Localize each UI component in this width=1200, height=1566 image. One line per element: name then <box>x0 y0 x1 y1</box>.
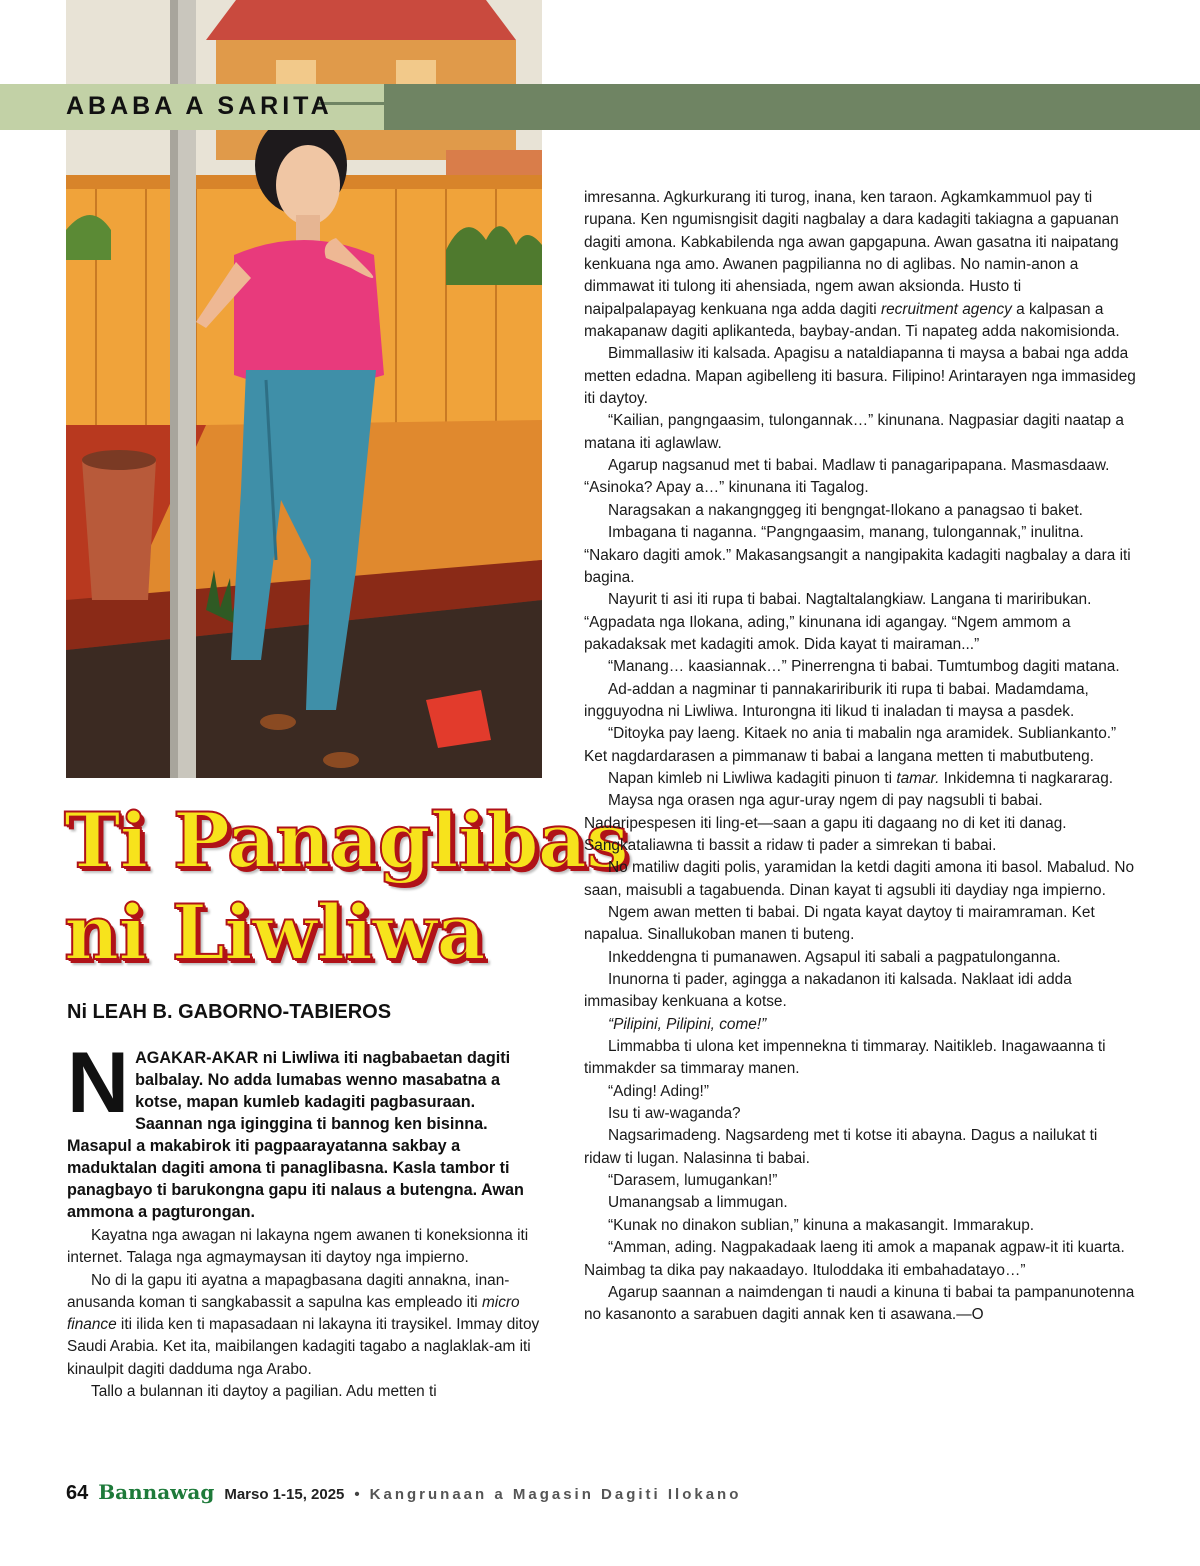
paragraph: “Kunak no dinakon sublian,” kinuna a makasangit. Immarakup. <box>608 1216 1035 1234</box>
paragraph: “Ading! Ading!” <box>608 1082 709 1100</box>
paragraph: Maysa nga orasen nga agur-uray ngem di pay nagsubli ti babai. Nadaripespesen iti ling-et—saan a gapu iti dagaang no di ket iti danag. Sangkataliawna ti bassit a ridaw ti pader a simrekan ti babai. <box>584 792 1067 854</box>
paragraph: “Manang… kaasiannak…” Pinerrengna ti babai. Tumtumbog dagiti matana. <box>608 658 1120 676</box>
paragraph: “Kailian, pangngaasim, tulongannak…” kinunana. Nagpasiar dagiti naatap a matana iti aglawlaw. <box>584 412 1124 452</box>
lead-paragraph <box>67 1035 545 1223</box>
paragraph: Umanangsab a limmugan. <box>608 1194 788 1212</box>
drop-cap: N <box>67 1035 130 1131</box>
paragraph: Naragsakan a nakangnggeg iti bengngat-Ilokano a panagsao ti baket. <box>608 501 1083 519</box>
paragraph: “Ditoyka pay laeng. Kitaek no ania ti mabalin nga aramidek. Subliankanto.” Ket nagdardarasen a pimmanaw ti babai a langana metten ti mabutbuteng. <box>584 725 1117 765</box>
body-column-right <box>584 187 1136 1327</box>
story-title <box>64 795 628 979</box>
magazine-name: Bannawag <box>98 1480 215 1504</box>
paragraph: Inkeddengna ti pumanawen. Agsapul iti sabali a pagpatulonganna. <box>608 948 1061 966</box>
paragraph: “Amman, ading. Nagpakadaak laeng iti amok a mapanak agpaw-it iti kuarta. Naimbag ta dika pay nakaadayo. Ituloddaka iti embahadatayo…” <box>584 1239 1125 1279</box>
paragraph: Napan kimleb ni Liwliwa kadagiti pinuon ti tamar. Inkidemna ti nagkararag. <box>608 769 1114 787</box>
lead-text: AGAKAR-AKAR ni Liwliwa iti nagbabaetan dagiti balbalay. No adda lumabas wenno masabatna a kotse, mapan kumleb kadagiti pagbasuraan. Saannan nga iginggina ti bannog ken bisinna. Masapul a makabirok iti pagpaarayatanna sakbay a maduktalan dagiti amona ti panaglibasna. Kasla tambor ti panagbayo ti barukongna gapu iti nalaus a butengna. Awan ammona a pagturongan. <box>67 1049 524 1221</box>
paragraph: Ngem awan metten ti babai. Di ngata kayat daytoy ti mairamraman. Ket napalua. Sinallukoban manen ti buteng. <box>584 904 1095 944</box>
paragraph: Imbagana ti naganna. “Pangngaasim, manang, tulongannak,” inulitna. “Nakaro dagiti amok.” Makasangsangit a nangipakita kadagiti nagbalay a dara iti bagina. <box>584 524 1131 586</box>
section-label: ABABA A SARITA <box>66 92 333 120</box>
paragraph: Isu ti aw-waganda? <box>608 1105 741 1123</box>
issue-date: Marso 1-15, 2025 <box>224 1486 345 1503</box>
paragraph: Agarup nagsanud met ti babai. Madlaw ti panagaripapana. Masmasdaaw. “Asinoka? Apay a…” kinunana iti Tagalog. <box>584 457 1110 497</box>
magazine-tagline: Kangrunaan a Magasin Dagiti Ilokano <box>369 1486 742 1503</box>
page-number: 64 <box>66 1482 89 1504</box>
paragraph: Agarup saannan a naimdengan ti naudi a kinuna ti babai ta pampanunotenna no kasanonto a sarabuen dagiti annak ken ti asawana.—O <box>584 1283 1135 1324</box>
paragraph: Inunorna ti pader, agingga a nakadanon iti kalsada. Naklaat idi adda immasibay kenkuana a kotse. <box>584 971 1072 1011</box>
paragraph: “Darasem, lumugankan!” <box>608 1172 778 1190</box>
paragraph: Limmabba ti ulona ket impennekna ti timmaray. Naitikleb. Inagawaanna ti timmakder sa timmaray manen. <box>584 1038 1106 1078</box>
byline: Ni LEAH B. GABORNO-TABIEROS <box>67 1001 392 1023</box>
paragraph: Bimmallasiw iti kalsada. Apagisu a nataldiapanna ti maysa a babai nga adda metten edadna. Mapan agibelleng iti basura. Filipino! Arintarayen nga immasideg iti daytoy. <box>584 345 1136 408</box>
story-title-line-2: ni Liwliwa <box>64 888 485 977</box>
paragraph: Tallo a bulannan iti daytoy a pagilian. Adu metten ti <box>91 1383 437 1401</box>
footer-separator: • <box>354 1486 360 1503</box>
story-title-line-1: Ti Panaglibas <box>64 796 628 885</box>
paragraph: Nagsarimadeng. Nagsardeng met ti kotse iti abayna. Dagus a nailukat ti ridaw ti lugan. Nalasinna ti babai. <box>584 1127 1098 1167</box>
paragraph: Nayurit ti asi iti rupa ti babai. Nagtaltalangkiaw. Langana ti mariribukan. “Agpadata nga Ilokana, ading,” kinunana idi agangay. “Ngem ammom a pakadaksak met kadagiti amok. Dida kayat ti mairaman...” <box>584 591 1092 653</box>
paragraph: No matiliw dagiti polis, yaramidan la ketdi dagiti amona iti basol. Mabalud. No saan, maisubli a tagabuenda. Dinan kayat ti agsubli iti daydiay nga impierno. <box>584 859 1135 899</box>
paragraph: No di la gapu iti ayatna a mapagbasana dagiti annakna, inan-anusanda koman ti sangkabassit a sapulna kas empleado iti micro finance iti ilida ken ti mapasadaan ni lakayna iti traysikel. Immay ditoy Saudi Arabia. Ket ita, maibilangen kadagiti tagabo a naglaklak-am iti kinaulpit dagiti dadduma nga Arabo. <box>67 1271 540 1378</box>
paragraph: Ad-addan a nagminar ti pannakaririburik iti rupa ti babai. Madamdama, ingguyodna ni Liwliwa. Inturongna iti likud ti inaladan ti maysa a pasdek. <box>584 680 1089 720</box>
header-band-dark <box>384 84 1200 130</box>
page-footer <box>66 1480 741 1505</box>
paragraph: “Pilipini, Pilipini, come!” <box>608 1015 767 1033</box>
paragraph: imresanna. Agkurkurang iti turog, inana, ken taraon. Agkamkammuol pay ti rupana. Ken ngumisngisit dagiti nagbalay a dara kadagiti takiagna a gapuanan dagiti amona. Kabkabilenda nga awan gapgapuna. Awan gasatna iti naipatang kenkuana nga amo. Awanen pagpilianna no di aglibas. No namin-anon a dimmawat iti tulong iti ahensiada, ngem awan aksionda. Husto ti naipalpalapayag kenkuana nga adda dagiti recruitment agency a kalpasan a makapanaw dagiti aplikanteda, baybay-andan. Ti napateg adda nakomisionda. <box>584 189 1120 341</box>
paragraph: Kayatna nga awagan ni lakayna ngem awanen ti koneksionna iti internet. Talaga nga agmaymaysan iti daytoy nga impierno. <box>67 1227 529 1267</box>
body-column-left <box>67 1225 545 1403</box>
